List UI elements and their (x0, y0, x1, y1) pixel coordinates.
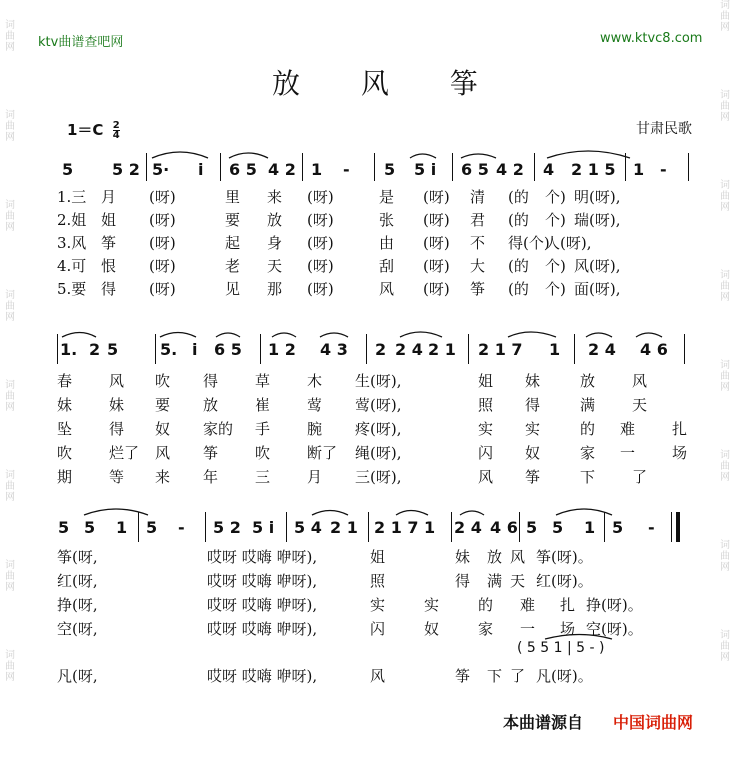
tie-s2-i (636, 333, 662, 337)
lyric-word: 妹 (109, 396, 125, 414)
tie-s1-c (410, 154, 436, 158)
tie-s2-b (160, 333, 196, 338)
tie-s2-a (62, 333, 96, 338)
note: i (198, 160, 204, 179)
note: 1. (60, 340, 78, 359)
lyric-word: 筝(呀, (57, 548, 98, 566)
lyric-word: 是 (379, 188, 395, 206)
lyric-word: 崔 (255, 396, 271, 414)
tie-s2-g (508, 332, 556, 337)
note: 5 (552, 518, 564, 537)
lyric-word: 莺(呀), (355, 396, 402, 414)
watermark-char: 曲 (5, 481, 15, 492)
watermark-char: 词 (5, 200, 15, 211)
watermark-char: 曲 (720, 641, 730, 652)
lyric-word: (呀) (149, 234, 176, 252)
lyric-word: 等 (109, 468, 125, 486)
lyric-word: 风 (478, 468, 494, 486)
watermark-char: 词 (720, 0, 730, 11)
lyric-word: 要 (155, 396, 171, 414)
note: 2 1 5 (571, 160, 616, 179)
note: 1 (311, 160, 323, 179)
lyric-word: 大 (470, 257, 486, 275)
note: 1 (424, 518, 436, 537)
lyric-word: 吹 (255, 444, 271, 462)
lyric-word: 风 (379, 280, 395, 298)
watermark-char: 网 (720, 382, 730, 393)
lyric-word: 月 (307, 468, 323, 486)
lyric-word: 个) (545, 257, 566, 275)
note: 5 (612, 518, 624, 537)
lyric-word: 哎呀 哎嗨 咿呀), (207, 572, 318, 590)
lyric-word: 春 (57, 372, 73, 390)
lyric-word: 扎 (560, 596, 576, 614)
watermark-char: 曲 (5, 391, 15, 402)
watermark-char: 网 (5, 42, 15, 53)
note: 5 (146, 518, 158, 537)
tie-s3-e (556, 509, 612, 515)
lyric-word: 坠 (57, 420, 73, 438)
lyric-word: (呀) (149, 257, 176, 275)
watermark-char: 曲 (720, 371, 730, 382)
lyric-word: 红(呀)。 (536, 572, 593, 590)
lyric-word: 照 (370, 572, 386, 590)
lyric-word: 腕 (307, 420, 323, 438)
lyric-word: 得 (455, 572, 471, 590)
lyric-word: 月 (101, 188, 117, 206)
note: 5 2 (112, 160, 140, 179)
note: 5 i (252, 518, 275, 537)
lyric-word: 哎呀 哎嗨 咿呀), (207, 596, 318, 614)
lyric-word: 风 (510, 548, 526, 566)
lyric-word: (的 (508, 280, 529, 298)
lyric-word: 木 (307, 372, 323, 390)
lyric-word: 绳(呀), (355, 444, 402, 462)
watermark-char: 网 (5, 402, 15, 413)
note: - (648, 518, 655, 537)
note: 5 2 (213, 518, 241, 537)
lyric-word: 实 (370, 596, 386, 614)
note: 5 (526, 518, 538, 537)
lyric-word: 实 (525, 420, 541, 438)
watermark-char: 词 (5, 290, 15, 301)
watermark-char: 网 (720, 562, 730, 573)
watermark-char: 网 (720, 22, 730, 33)
watermark-char: 曲 (720, 281, 730, 292)
lyric-word: 哎呀 哎嗨 咿呀), (207, 620, 318, 638)
lyric-word: 姐 (370, 548, 386, 566)
note: 1 (116, 518, 128, 537)
tie-s3-d (460, 511, 484, 515)
lyric-word: 人(呀), (545, 234, 592, 252)
watermark-char: 曲 (720, 101, 730, 112)
lyric-word: 风(呀), (574, 257, 621, 275)
watermark-char: 网 (5, 222, 15, 233)
watermark-char: 曲 (5, 121, 15, 132)
note: 5 (62, 160, 74, 179)
lyric-word: 照 (478, 396, 494, 414)
note: 5. (160, 340, 178, 359)
lyric-word: (呀) (423, 257, 450, 275)
note: 4 6 (640, 340, 668, 359)
note: 2 1 7 (374, 518, 419, 537)
note: 2 4 (454, 518, 482, 537)
watermark-char: 词 (5, 560, 15, 571)
note: 2 1 (330, 518, 358, 537)
tie-s2-f (400, 332, 442, 337)
lyric-word: 奴 (525, 444, 541, 462)
lyric-word: 满 (580, 396, 596, 414)
lyric-word: (呀) (423, 188, 450, 206)
site-url-right[interactable]: www.ktvc8.com (600, 31, 703, 46)
note: 4 3 (320, 340, 348, 359)
lyric-word: 筝(呀)。 (536, 548, 593, 566)
lyric-word: 来 (267, 188, 283, 206)
lyric-word: 个) (545, 280, 566, 298)
lyric-word: 刮 (379, 257, 395, 275)
lyric-word: (呀) (149, 280, 176, 298)
lyric-word: (呀) (149, 211, 176, 229)
lyric-word: 身 (267, 234, 283, 252)
watermark-char: 词 (5, 110, 15, 121)
lyric-word: 难 (520, 596, 536, 614)
lyric-word: 凡(呀, (57, 667, 98, 685)
lyric-word: 实 (424, 596, 440, 614)
lyric-word: 奴 (155, 420, 171, 438)
lyric-word: 疼(呀), (355, 420, 402, 438)
tie-s1-e (547, 151, 630, 158)
watermark-char: 词 (5, 380, 15, 391)
note: 1 (633, 160, 645, 179)
note: - (660, 160, 667, 179)
lyric-word: 那 (267, 280, 283, 298)
watermark-char: 词 (720, 630, 730, 641)
lyric-word: (呀) (423, 211, 450, 229)
lyric-word: 奴 (424, 620, 440, 638)
lyric-word: (的 (508, 188, 529, 206)
lyric-word: 一 (520, 620, 536, 638)
lyric-word: 里 (225, 188, 241, 206)
lyric-word: 哎呀 哎嗨 咿呀), (207, 548, 318, 566)
lyric-word: 1.三 (57, 188, 87, 206)
song-origin: 甘肃民歌 (636, 121, 692, 137)
lyric-word: 挣(呀)。 (586, 596, 643, 614)
lyric-word: 一 (620, 444, 636, 462)
watermark-char: 网 (5, 492, 15, 503)
lyric-word: 生(呀), (355, 372, 402, 390)
tie-s2-d (272, 333, 296, 337)
lyric-word: 凡(呀)。 (536, 667, 593, 685)
lyric-word: (呀) (307, 257, 334, 275)
watermark-char: 词 (5, 20, 15, 31)
tie-s1-b (229, 153, 268, 158)
lyric-word: 手 (255, 420, 271, 438)
note: 4 2 (268, 160, 296, 179)
lyric-word: 扎 (672, 420, 688, 438)
watermark-char: 曲 (5, 211, 15, 222)
lyric-word: 不 (470, 234, 486, 252)
lyric-word: 烂了 (109, 444, 140, 462)
tie-s2-c (216, 333, 240, 337)
lyric-word: 由 (379, 234, 395, 252)
note: 1 (549, 340, 561, 359)
lyric-word: 场 (672, 444, 688, 462)
lyric-word: 下 (580, 468, 596, 486)
lyric-word: 三(呀), (355, 468, 402, 486)
lyric-word: 起 (225, 234, 241, 252)
lyric-word: 哎呀 哎嗨 咿呀), (207, 667, 318, 685)
time-signature-top: 2 (112, 120, 120, 131)
lyric-word: 瑞(呀), (574, 211, 621, 229)
watermark-char: 网 (720, 292, 730, 303)
lyric-word: 3.风 (57, 234, 87, 252)
watermark-char: 网 (5, 582, 15, 593)
lyric-word: 放 (203, 396, 219, 414)
lyric-word: 天 (510, 572, 526, 590)
lyric-word: (呀) (307, 280, 334, 298)
lyric-word: 了 (510, 667, 526, 685)
lyric-word: 年 (203, 468, 219, 486)
watermark-char: 词 (5, 650, 15, 661)
lyric-word: 姐 (478, 372, 494, 390)
lyric-word: (呀) (423, 280, 450, 298)
lyric-word: 张 (379, 211, 395, 229)
watermark-char: 网 (720, 652, 730, 663)
lyric-word: 个) (545, 211, 566, 229)
lyric-word: (的 (508, 211, 529, 229)
watermark-char: 网 (5, 672, 15, 683)
lyric-word: 君 (470, 211, 486, 229)
lyric-word: 风 (632, 372, 648, 390)
note: 5 (107, 340, 119, 359)
lyric-word: 红(呀, (57, 572, 98, 590)
lyric-word: 恨 (101, 257, 117, 275)
note: 5 (58, 518, 70, 537)
note: 4 6 (490, 518, 518, 537)
lyric-word: (呀) (307, 211, 334, 229)
lyric-word: 天 (632, 396, 648, 414)
lyric-word: 妹 (57, 396, 73, 414)
note: 5 i (414, 160, 437, 179)
tie-s1-d (461, 154, 496, 158)
source-site-link[interactable]: 中国词曲网 (613, 713, 694, 732)
watermark-char: 网 (720, 202, 730, 213)
tie-s2-e (320, 333, 348, 337)
lyric-word: 姐 (101, 211, 117, 229)
lyric-word: 个) (545, 188, 566, 206)
lyric-word: 筝 (525, 468, 541, 486)
watermark-char: 词 (720, 90, 730, 101)
song-title: 放 风 筝 (272, 67, 504, 100)
note: 2 1 7 (478, 340, 523, 359)
tie-s3-a (84, 509, 148, 515)
lyric-word: 风 (155, 444, 171, 462)
lyric-word: (呀) (423, 234, 450, 252)
watermark-char: 网 (5, 312, 15, 323)
lyric-word: 妹 (525, 372, 541, 390)
lyric-word: 妹 (455, 548, 471, 566)
lyric-word: 满 (487, 572, 503, 590)
lyric-word: 实 (478, 420, 494, 438)
lyric-word: 风 (109, 372, 125, 390)
watermark-char: 网 (5, 132, 15, 143)
lyric-word: 闪 (478, 444, 494, 462)
lyric-word: 清 (470, 188, 486, 206)
note: 5· (152, 160, 170, 179)
lyric-word: 天 (267, 257, 283, 275)
note: 4 (543, 160, 555, 179)
note: 5 (384, 160, 396, 179)
note: 1 (584, 518, 596, 537)
lyric-word: 得 (203, 372, 219, 390)
watermark-char: 曲 (5, 571, 15, 582)
watermark-char: 词 (720, 450, 730, 461)
note: 6 5 (214, 340, 242, 359)
lyric-word: 闪 (370, 620, 386, 638)
lyric-word: 草 (255, 372, 271, 390)
note: 6 5 (229, 160, 257, 179)
lyric-word: (的 (508, 257, 529, 275)
lyric-word: 放 (580, 372, 596, 390)
lyric-word: 家的 (203, 420, 234, 438)
time-signature-bottom: 4 (112, 130, 120, 141)
coda-notes: ( 5 5 1 | 5 - ) (517, 640, 605, 656)
key-label: 1＝C (67, 121, 104, 139)
lyric-word: 明(呀), (574, 188, 621, 206)
lyric-word: 筝 (455, 667, 471, 685)
tie-s1-a (152, 152, 208, 158)
note: i (192, 340, 198, 359)
lyric-word: 吹 (155, 372, 171, 390)
note: 6 5 (461, 160, 489, 179)
watermark-char: 曲 (720, 461, 730, 472)
tie-s3-c (396, 511, 428, 516)
lyric-word: 得 (525, 396, 541, 414)
note: 2 4 (588, 340, 616, 359)
lyric-word: 了 (632, 468, 648, 486)
lyric-word: (呀) (307, 234, 334, 252)
tie-s3-b (312, 511, 348, 516)
lyric-word: 三 (255, 468, 271, 486)
lyric-word: 难 (620, 420, 636, 438)
lyric-word: 要 (225, 211, 241, 229)
lyric-word: 得 (101, 280, 117, 298)
lyric-word: 断了 (307, 444, 338, 462)
watermark-char: 曲 (720, 191, 730, 202)
lyric-word: 空(呀)。 (586, 620, 643, 638)
lyric-word: 得(个) (508, 234, 550, 252)
watermark-char: 网 (720, 472, 730, 483)
note: - (178, 518, 185, 537)
lyric-word: 空(呀, (57, 620, 98, 638)
lyric-word: 家 (580, 444, 596, 462)
watermark-char: 曲 (5, 31, 15, 42)
lyric-word: 下 (487, 667, 503, 685)
lyric-word: 期 (57, 468, 73, 486)
lyric-word: 筝 (470, 280, 486, 298)
lyric-word: (呀) (307, 188, 334, 206)
watermark-char: 词 (720, 180, 730, 191)
lyric-word: 来 (155, 468, 171, 486)
tie-s2-h (586, 333, 612, 337)
watermark-char: 曲 (720, 551, 730, 562)
note: 5 (84, 518, 96, 537)
note: 2 1 (428, 340, 456, 359)
source-label: 本曲谱源自 (503, 713, 584, 732)
note: - (343, 160, 350, 179)
lyric-word: 见 (225, 280, 241, 298)
lyric-word: 莺 (307, 396, 323, 414)
watermark-char: 词 (720, 360, 730, 371)
watermark-char: 曲 (5, 301, 15, 312)
lyric-word: 得 (109, 420, 125, 438)
watermark-char: 词 (5, 470, 15, 481)
lyric-word: 面(呀), (574, 280, 621, 298)
lyric-word: 家 (478, 620, 494, 638)
watermark-char: 曲 (720, 11, 730, 22)
lyric-word: 5.要 (57, 280, 87, 298)
lyric-word: 的 (580, 420, 596, 438)
tie-s3-coda (545, 635, 612, 640)
note: 4 2 (496, 160, 524, 179)
note: 2 4 (395, 340, 423, 359)
site-name-left[interactable]: ktv曲谱查吧网 (38, 35, 124, 50)
watermark-char: 词 (720, 270, 730, 281)
note: 2 (375, 340, 387, 359)
lyric-word: 4.可 (57, 257, 87, 275)
lyric-word: 放 (267, 211, 283, 229)
lyric-word: 2.姐 (57, 211, 87, 229)
lyric-word: 筝 (203, 444, 219, 462)
note: 5 4 (294, 518, 322, 537)
lyric-word: (呀) (149, 188, 176, 206)
lyric-word: 放 (487, 548, 503, 566)
watermark-char: 词 (720, 540, 730, 551)
lyric-word: 筝 (101, 234, 117, 252)
note: 1 2 (268, 340, 296, 359)
lyric-word: 老 (225, 257, 241, 275)
watermark-char: 曲 (5, 661, 15, 672)
lyric-word: 吹 (57, 444, 73, 462)
lyric-word: 风 (370, 667, 386, 685)
lyric-word: 场 (560, 620, 576, 638)
lyric-word: 的 (478, 596, 494, 614)
lyric-word: 挣(呀, (57, 596, 98, 614)
watermark-char: 网 (720, 112, 730, 123)
note: 2 (89, 340, 101, 359)
